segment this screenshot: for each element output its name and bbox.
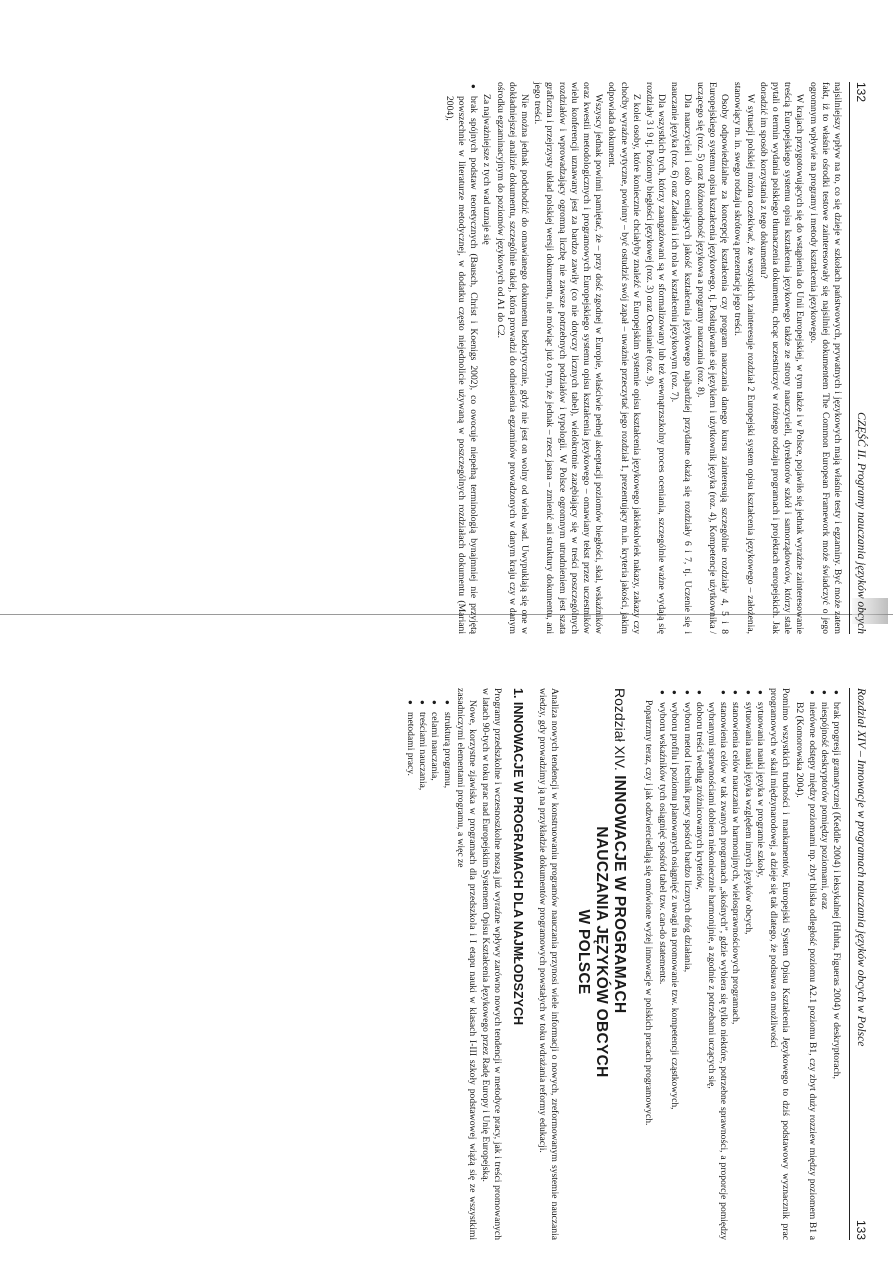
paragraph: Programy przedszkolne i wczesnoszkolne noszą już wyraźne wpływy zarówno nowych tendencji w metodyce pracy, jak i treści promowanych w latach 90-tych w toku prac nad Europejskim Systemem Opisu Kształcenia Językowego przez Radę Europy i Unię Europejską. (480, 688, 504, 1240)
bullet-list (443, 82, 480, 634)
chapter-title: INNOWACJE W PROGRAMACH (610, 775, 628, 1014)
running-head: Rozdział XIV – Innowacje w programach nauczania języków obcych w Polsce (855, 688, 867, 1047)
bullet-list (793, 688, 842, 1240)
page-body (404, 688, 849, 1240)
paragraph: Osoby odpowiedzialne za koncepcję kształcenia czy program nauczania danego kursu zainteresują szczególnie rozdziały 4, 5 i 8 Europejskiego systemu opisu kształcenia językowego, tj. Posługiwanie się językiem i użytkownik języka (roz. 4), Kompetencje użytkownika / uczącego się (roz. 5) oraz Różnorodność językowa a programy nauczania (roz. 8). (694, 82, 731, 634)
paragraph: Dla nauczycieli i osób oceniających jakość kształcenia językowego najbardziej przydatne okażą się rozdziały 6 i 7, tj. Uczenie się i nauczanie języka (roz. 6) oraz Zadania i ich rola w kształceniu językowym (roz. 7). (669, 82, 693, 634)
book-page-132 (440, 82, 870, 634)
chapter-title: NAUCZANIA JĘZYKÓW OBCYCH (592, 826, 610, 1078)
page-header (849, 82, 870, 634)
list-item: ● nierówne odstępy między poziomami np. zbyt bliska odległość poziomu A2.1 poziomu B1, czy zbyt duży rozziew między poziomem B1 a B2 (Komorowska 2004). (793, 702, 817, 1240)
list-item: ● brak progresji gramatycznej (Keddle 2004) i leksykalnej (Huhta, Figueras 2004) w deskryptorach, (830, 702, 842, 1240)
paragraph: Z kolei osoby, które koniecznie chciałyby znaleźć w Europejskim systemie opisu kształcenia językowego jakiekolwiek nakazy, zakazy czy choćby wyraźne wytyczne, powinny – być ostudzić swój zapał – uważnie przeczytać jego rozdział 1, prezentujący m.in. kryteria jakości, jakim odpowiada dokument. (606, 82, 642, 634)
book-page-133 (404, 688, 870, 1240)
chapter-heading (574, 688, 628, 1240)
chapter-title: W POLSCE (574, 909, 592, 995)
bullet-list (656, 688, 766, 1240)
paragraph: Dla wszystkich tych, którzy zaangażowani są w sformalizowany lub też wewnątrzszkolny proces oceniania, szczególnie ważne wydają się rozdziały 3 i 9 tj. Poziomy biegłości językowej (roz. 3) oraz Ocenianie (roz. 9). (643, 82, 668, 634)
list-item: ● celami nauczania, (428, 712, 440, 1240)
running-head: CZĘŚĆ II. Programy nauczania języków obcych (855, 412, 867, 634)
page-header (849, 688, 870, 1240)
paragraph: W krajach przygotowujących się do wstąpienia do Unii Europejskiej, w tym także i w Polsce, pojawiło się jednak wyraźne zainteresowanie treścią Europejskiego systemu opisu kształcenia językowego także ze strony nauczycieli, dyrektorów szkół i samorządowców, którzy stale pytali o termin wydania polskiego tłumaczenia dokumentu, chcąc uczestniczyć w różnego rodzaju programach i projektach europejskich. Jak doradzić im sposób korzystania z tego dokumentu? (757, 82, 806, 634)
list-item: ● niespójność deskryptorów pomiędzy poziomami, oraz (818, 702, 830, 1240)
paragraph: Nowe, korzystne zjawiska w programach dla przedszkola i I etapu nauki w klasach I-III szkoły podstawowej wiążą się ze wszystkimi zasadniczymi elementami programu, a więc ze (454, 688, 478, 1240)
list-item: ● wyboru wskaźników tych osiągnięć spośród tabel tzw. can-do statements. (656, 702, 668, 1240)
list-item: ● wyboru profilu i poziomu planowanych osiągnięć z uwagi na promowanie tzw. kompetencji cząstkowych, (668, 702, 680, 1240)
list-item: ● stanowienia celów w tak zwanych programach „skośnych”, gdzie wybiera się tylko niektóre, potrzebne sprawności, a proporcje pomiędzy wybranymi sprawnościami dobiera niekoniecznie harmonijnie, a zgodnie z potrzebami uczących się, (705, 702, 729, 1240)
page-body (443, 82, 850, 634)
paragraph: Nie można jednak podchodzić do omawianego dokumentu bezkrytycznie, gdyż nie jest on wolny od wielu wad. Uwypuklają się one w dokładniejszej analizie dokumentu, szczególnie takiej, która prowadzi do odniesienia egzaminów prowadzonych w danym kraju czy w danym ośrodku egzaminacyjnym do poziomów językowych od A1 do C2. (494, 82, 530, 634)
list-intro: Za najważniejsze z tych wad uznaje się (481, 94, 493, 245)
list-item: ● doboru treści według zróżnicowanych kryteriów, (693, 702, 705, 1240)
chapter-label: Rozdział XIV. (611, 688, 628, 771)
page-number: 132 (854, 82, 868, 103)
paragraph: najsilniejszy wpływ na to, co się dzieje w szkołach państwowych, prywatnych i językowych mają właśnie testy i egzaminy. Być może zatem fakt, iż to właśnie ośrodki testowe zainteresowały się najsilniej dokumentem The Common European Framework może świadczyć o jego ogromnym wpływie na programy i metody kształcenia językowego. (807, 82, 843, 634)
list-item: ● metodami pracy. (404, 712, 416, 1240)
list-item: ● wyboru metod i technik pracy spośród bardzo licznych dróg działania, (680, 702, 692, 1240)
list-item: ● brak spójnych podstaw teoretycznych (Bausch, Christ i Koenigs 2002), co owocuje niepełną terminologią bynajmniej nie przyjętą powszechnie w literaturze metodycznej, w dodatku często niejednolicie używaną w poszczególnych rozdziałach dokumentu (Mariani 2004), (443, 96, 480, 634)
paragraph: Pomimo wszystkich trudności i mankamentów, Europejski System Opisu Kształcenia Językowego to dziś podstawowy wyznacznik prac programowych w skali międzynarodowej, a dzieje się tak dlatego, że podsuwa on możliwości (767, 688, 792, 1240)
paragraph: Wszyscy jednak powinni pamiętać, że – przy dość zgodnej w Europie, właściwie pełnej akceptacji poziomów biegłości, skal, wskaźników oraz kwestii metodologicznych i programowych Europejskiego systemu opisu kształcenia językowego – omawiany tekst przez uczestników wielu konferencji uznawany jest za bardzo zawiły (co nie dotyczy licznych tabel), wielokrotnie zazębiający się w treści poszczególnych rozdziałów i wprowadzający ogromną liczbę nie zawsze potrzebnych podziałów i typologii. W Polsce ogromnym utrudnieniem jest szata graficzna i przejrzysty układ polskiej wersji dokumentu, nie mówiąc już o tym, że jednak – rzecz jasna – zmienić ani struktury dokumentu, ani jego treści. (532, 82, 605, 634)
list-item: ● strukturą programu, (440, 712, 452, 1240)
page-number: 133 (854, 1219, 868, 1240)
paragraph: W sytuacji polskiej można oczekiwać, że wszystkich zainteresuje rozdział 2 Europejski system opisu kształcenia językowego – założenia, stanowiący m. in. swego rodzaju skrótową prezentację jego treści. (732, 82, 756, 634)
list-item: ● stanowienia celów nauczania w harmonijnych, wielosprawnościowych programach, (729, 702, 741, 1240)
list-item: ● treściami nauczania, (416, 712, 428, 1240)
section-heading: 1. INNOWACJE W PROGRAMACH DLA NAJMŁODSZYCH (511, 688, 526, 1026)
list-item: ● sytuowania nauki języka względem innych języków obcych, (741, 702, 753, 1240)
paragraph: Analiza nowych tendencji w konstruowaniu programów nauczania przynosi wiele informacji o nowych, zreformowanym systemie nauczania wiedzy, gdy prowadzimy ją na przykładzie dokumentów programowych powstałych w toku wdrażania reformy edukacji. (536, 688, 560, 1240)
paragraph: Popatrzmy teraz, czy i jak odzwierciedlają się omówione wyżej innowacje w polskich pracach programowych. (642, 700, 654, 1126)
bullet-list (404, 688, 453, 1240)
list-item: ● sytuowania nauki języka w programie szkoły, (754, 702, 766, 1240)
